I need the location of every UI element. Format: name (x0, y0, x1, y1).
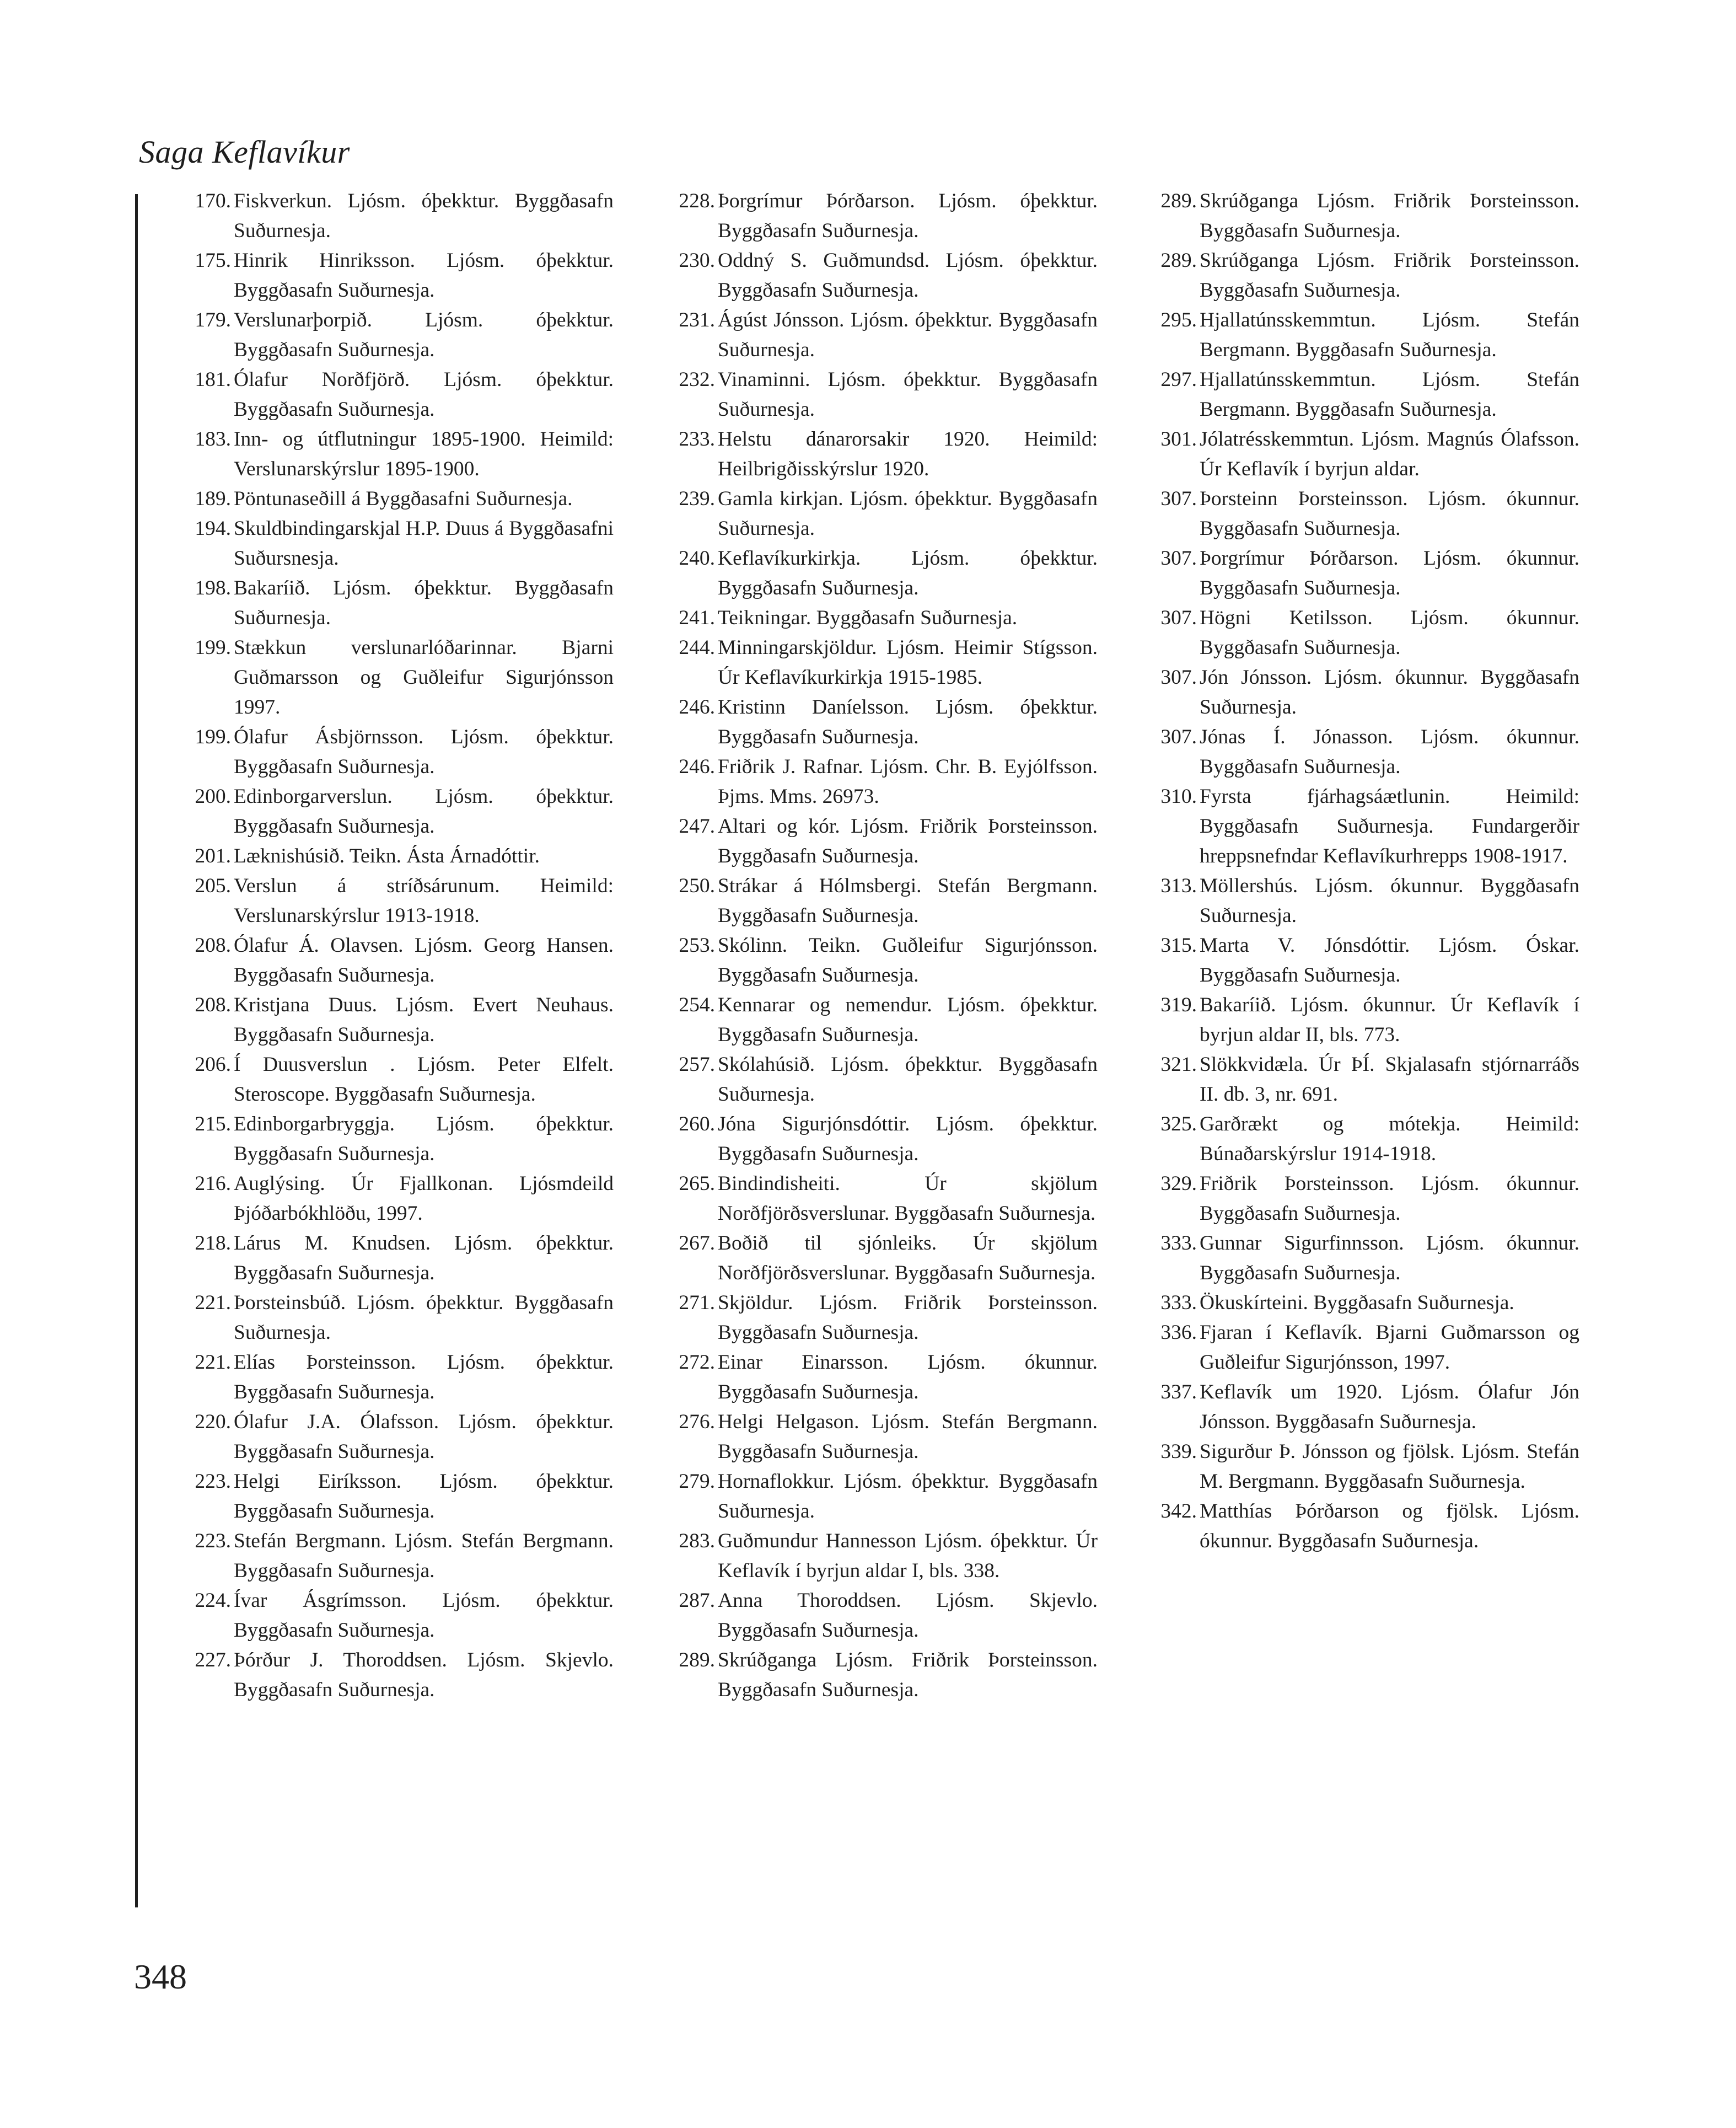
caption-text: Strákar á Hólmsbergi. Stefán Bergmann. Byggðasafn Suðurnesja. (718, 875, 1098, 927)
caption-text: Edinborgarverslun. Ljósm. óþekktur. Byggðasafn Suðurnesja. (234, 785, 614, 838)
caption-text: Anna Thoroddsen. Ljósm. Skjevlo. Byggðasafn Suðurnesja. (718, 1589, 1098, 1642)
caption-page-number: 253. (679, 934, 715, 957)
caption-entry (1149, 1497, 1579, 1556)
caption-entry (668, 1407, 1098, 1467)
caption-text: Fyrsta fjárhagsáætlunin. Heimild: Byggðasafn Suðurnesja. Fundargerðir hreppsnefndar Keflavíkurhrepps 1908-1917. (1200, 785, 1579, 867)
caption-text: Stækkun verslunarlóðarinnar. Bjarni Guðmarsson og Guðleifur Sigurjónsson 1997. (234, 636, 614, 719)
caption-page-number: 223. (195, 1530, 231, 1552)
caption-entry (1149, 782, 1579, 871)
caption-page-number: 289. (1160, 249, 1197, 272)
caption-page-number: 241. (679, 607, 715, 629)
caption-entry (668, 186, 1098, 246)
caption-entry (668, 1467, 1098, 1526)
caption-text: Verslun á stríðsárunum. Heimild: Verslunarskýrslur 1913-1918. (234, 875, 614, 927)
caption-entry (668, 812, 1098, 871)
caption-entry (668, 1169, 1098, 1229)
caption-text: Skrúðganga Ljósm. Friðrik Þorsteinsson. Byggðasafn Suðurnesja. (1200, 249, 1579, 302)
caption-page-number: 223. (195, 1470, 231, 1493)
caption-text: Hinrik Hinriksson. Ljósm. óþekktur. Byggðasafn Suðurnesja. (234, 249, 614, 302)
caption-page-number: 297. (1160, 368, 1197, 391)
caption-entry (1149, 871, 1579, 931)
caption-text: Ívar Ásgrímsson. Ljósm. óþekktur. Byggðasafn Suðurnesja. (234, 1589, 614, 1642)
caption-column-1 (184, 186, 614, 1705)
caption-text: Helgi Eiríksson. Ljósm. óþekktur. Byggðasafn Suðurnesja. (234, 1470, 614, 1523)
caption-text: Ólafur Á. Olavsen. Ljósm. Georg Hansen. Byggðasafn Suðurnesja. (234, 934, 614, 987)
caption-text: Oddný S. Guðmundsd. Ljósm. óþekktur. Byggðasafn Suðurnesja. (718, 249, 1098, 302)
caption-entry (184, 246, 614, 305)
caption-entry (1149, 1050, 1579, 1109)
caption-page-number: 218. (195, 1232, 231, 1255)
caption-entry (184, 514, 614, 573)
caption-entry (184, 305, 614, 365)
caption-entry (1149, 663, 1579, 722)
caption-page-number: 307. (1160, 666, 1197, 689)
caption-page-number: 310. (1160, 785, 1197, 808)
caption-page-number: 333. (1160, 1232, 1197, 1255)
caption-entry (668, 1288, 1098, 1348)
caption-text: Ökuskírteini. Byggðasafn Suðurnesja. (1200, 1291, 1514, 1314)
caption-text: Ólafur J.A. Ólafsson. Ljósm. óþekktur. Byggðasafn Suðurnesja. (234, 1411, 614, 1463)
caption-entry (184, 990, 614, 1050)
caption-entry (184, 1109, 614, 1169)
caption-entry (1149, 1109, 1579, 1169)
caption-entry (1149, 722, 1579, 782)
caption-text: Skrúðganga Ljósm. Friðrik Þorsteinsson. Byggðasafn Suðurnesja. (1200, 190, 1579, 242)
caption-entry (1149, 365, 1579, 425)
caption-page-number: 257. (679, 1053, 715, 1076)
caption-entry (184, 1467, 614, 1526)
caption-text: Garðrækt og mótekja. Heimild: Búnaðarskýrslur 1914-1918. (1200, 1113, 1579, 1165)
caption-page-number: 319. (1160, 994, 1197, 1016)
caption-text: Læknishúsið. Teikn. Ásta Árnadóttir. (234, 845, 540, 867)
caption-page-number: 205. (195, 875, 231, 897)
caption-page-number: 170. (195, 190, 231, 212)
caption-page-number: 200. (195, 785, 231, 808)
caption-page-number: 194. (195, 517, 231, 540)
caption-page-number: 342. (1160, 1500, 1197, 1523)
caption-page-number: 244. (679, 636, 715, 659)
caption-entry (1149, 186, 1579, 246)
caption-page-number: 301. (1160, 428, 1197, 451)
caption-entry (1149, 1169, 1579, 1229)
caption-entry (668, 1586, 1098, 1645)
caption-page-number: 246. (679, 755, 715, 778)
caption-page-number: 289. (1160, 190, 1197, 212)
caption-column-2 (668, 186, 1098, 1705)
caption-page-number: 339. (1160, 1440, 1197, 1463)
caption-page-number: 315. (1160, 934, 1197, 957)
caption-text: Högni Ketilsson. Ljósm. ókunnur. Byggðasafn Suðurnesja. (1200, 607, 1579, 659)
caption-text: Hjallatúnsskemmtun. Ljósm. Stefán Bergmann. Byggðasafn Suðurnesja. (1200, 309, 1579, 361)
caption-page-number: 224. (195, 1589, 231, 1612)
caption-page-number: 240. (679, 547, 715, 570)
caption-entry (668, 1050, 1098, 1109)
caption-entry (1149, 484, 1579, 544)
caption-page-number: 271. (679, 1291, 715, 1314)
caption-page-number: 307. (1160, 607, 1197, 629)
caption-entry (184, 1586, 614, 1645)
caption-text: Fjaran í Keflavík. Bjarni Guðmarsson og Guðleifur Sigurjónsson, 1997. (1200, 1321, 1579, 1374)
caption-text: Þorsteinn Þorsteinsson. Ljósm. ókunnur. Byggðasafn Suðurnesja. (1200, 487, 1579, 540)
caption-page-number: 289. (679, 1649, 715, 1671)
caption-text: Kennarar og nemendur. Ljósm. óþekktur. Byggðasafn Suðurnesja. (718, 994, 1098, 1046)
caption-text: Jónas Í. Jónasson. Ljósm. ókunnur. Byggðasafn Suðurnesja. (1200, 726, 1579, 778)
caption-entry (1149, 246, 1579, 305)
caption-page-number: 198. (195, 577, 231, 599)
caption-page-number: 183. (195, 428, 231, 451)
caption-entry (668, 544, 1098, 603)
caption-entry (184, 1526, 614, 1586)
caption-page-number: 283. (679, 1530, 715, 1552)
caption-text: Sigurður Þ. Jónsson og fjölsk. Ljósm. Stefán M. Bergmann. Byggðasafn Suðurnesja. (1200, 1440, 1579, 1493)
caption-entry (1149, 425, 1579, 484)
caption-page-number: 247. (679, 815, 715, 838)
caption-page-number: 313. (1160, 875, 1197, 897)
caption-text: Þorsteinsbúð. Ljósm. óþekktur. Byggðasafn Suðurnesja. (234, 1291, 614, 1344)
caption-entry (668, 1645, 1098, 1705)
caption-page-number: 307. (1160, 487, 1197, 510)
caption-text: Bindindisheiti. Úr skjölum Norðfjörðsverslunar. Byggðasafn Suðurnesja. (718, 1172, 1098, 1225)
caption-page-number: 325. (1160, 1113, 1197, 1135)
caption-page-number: 189. (195, 487, 231, 510)
caption-entry (668, 365, 1098, 425)
caption-page-number: 287. (679, 1589, 715, 1612)
caption-page-number: 227. (195, 1649, 231, 1671)
caption-text: Í Duusverslun . Ljósm. Peter Elfelt. Steroscope. Byggðasafn Suðurnesja. (234, 1053, 614, 1106)
caption-page-number: 276. (679, 1411, 715, 1433)
caption-text: Matthías Þórðarson og fjölsk. Ljósm. ókunnur. Byggðasafn Suðurnesja. (1200, 1500, 1579, 1552)
caption-page-number: 230. (679, 249, 715, 272)
caption-entry (184, 573, 614, 633)
caption-text: Jón Jónsson. Ljósm. ókunnur. Byggðasafn Suðurnesja. (1200, 666, 1579, 719)
caption-text: Kristinn Daníelsson. Ljósm. óþekktur. Byggðasafn Suðurnesja. (718, 696, 1098, 748)
caption-column-3 (1149, 186, 1579, 1556)
caption-page-number: 250. (679, 875, 715, 897)
caption-text: Skólinn. Teikn. Guðleifur Sigurjónsson. Byggðasafn Suðurnesja. (718, 934, 1098, 987)
caption-entry (184, 871, 614, 931)
caption-text: Skólahúsið. Ljósm. óþekktur. Byggðasafn Suðurnesja. (718, 1053, 1098, 1106)
caption-page-number: 265. (679, 1172, 715, 1195)
caption-entry (668, 633, 1098, 693)
caption-text: Verslunarþorpið. Ljósm. óþekktur. Byggðasafn Suðurnesja. (234, 309, 614, 361)
caption-entry (668, 1109, 1098, 1169)
caption-entry (668, 305, 1098, 365)
caption-entry (184, 633, 614, 722)
caption-page-number: 232. (679, 368, 715, 391)
left-margin-rule (135, 194, 138, 1907)
caption-text: Hjallatúnsskemmtun. Ljósm. Stefán Bergmann. Byggðasafn Suðurnesja. (1200, 368, 1579, 421)
caption-text: Einar Einarsson. Ljósm. ókunnur. Byggðasafn Suðurnesja. (718, 1351, 1098, 1403)
caption-entry (668, 931, 1098, 990)
caption-entry (1149, 1318, 1579, 1377)
caption-entry (184, 841, 614, 871)
caption-text: Friðrik J. Rafnar. Ljósm. Chr. B. Eyjólfsson. Þjms. Mms. 26973. (718, 755, 1098, 808)
caption-page-number: 220. (195, 1411, 231, 1433)
caption-page-number: 199. (195, 636, 231, 659)
caption-text: Þorgrímur Þórðarson. Ljósm. ókunnur. Byggðasafn Suðurnesja. (1200, 547, 1579, 599)
caption-page-number: 307. (1160, 726, 1197, 748)
caption-entry (184, 1645, 614, 1705)
caption-page-number: 179. (195, 309, 231, 331)
caption-text: Altari og kór. Ljósm. Friðrik Þorsteinsson. Byggðasafn Suðurnesja. (718, 815, 1098, 867)
caption-text: Boðið til sjónleiks. Úr skjölum Norðfjörðsverslunar. Byggðasafn Suðurnesja. (718, 1232, 1098, 1284)
caption-page-number: 215. (195, 1113, 231, 1135)
caption-page-number: 307. (1160, 547, 1197, 570)
caption-entry (184, 782, 614, 841)
caption-entry (1149, 603, 1579, 663)
caption-page-number: 260. (679, 1113, 715, 1135)
caption-page-number: 254. (679, 994, 715, 1016)
caption-text: Ágúst Jónsson. Ljósm. óþekktur. Byggðasafn Suðurnesja. (718, 309, 1098, 361)
caption-text: Gamla kirkjan. Ljósm. óþekktur. Byggðasafn Suðurnesja. (718, 487, 1098, 540)
caption-text: Skjöldur. Ljósm. Friðrik Þorsteinsson. Byggðasafn Suðurnesja. (718, 1291, 1098, 1344)
caption-page-number: 231. (679, 309, 715, 331)
caption-page-number: 208. (195, 934, 231, 957)
caption-page-number: 221. (195, 1351, 231, 1374)
caption-entry (1149, 990, 1579, 1050)
caption-entry (1149, 1288, 1579, 1318)
caption-text: Jólatrésskemmtun. Ljósm. Magnús Ólafsson. Úr Keflavík í byrjun aldar. (1200, 428, 1579, 480)
caption-text: Minningarskjöldur. Ljósm. Heimir Stígsson. Úr Keflavíkurkirkja 1915-1985. (718, 636, 1098, 689)
caption-text: Þórður J. Thoroddsen. Ljósm. Skjevlo. Byggðasafn Suðurnesja. (234, 1649, 614, 1701)
running-head: Saga Keflavíkur (139, 134, 350, 170)
caption-entry (184, 186, 614, 246)
caption-page-number: 206. (195, 1053, 231, 1076)
caption-entry (184, 1348, 614, 1407)
caption-entry (184, 1169, 614, 1229)
caption-text: Jóna Sigurjónsdóttir. Ljósm. óþekktur. Byggðasafn Suðurnesja. (718, 1113, 1098, 1165)
caption-text: Stefán Bergmann. Ljósm. Stefán Bergmann. Byggðasafn Suðurnesja. (234, 1530, 614, 1582)
caption-entry (1149, 931, 1579, 990)
caption-text: Kristjana Duus. Ljósm. Evert Neuhaus. Byggðasafn Suðurnesja. (234, 994, 614, 1046)
caption-entry (668, 1229, 1098, 1288)
caption-entry (184, 1288, 614, 1348)
caption-entry (668, 1526, 1098, 1586)
caption-page-number: 295. (1160, 309, 1197, 331)
caption-text: Hornaflokkur. Ljósm. óþekktur. Byggðasafn Suðurnesja. (718, 1470, 1098, 1523)
caption-text: Vinaminni. Ljósm. óþekktur. Byggðasafn Suðurnesja. (718, 368, 1098, 421)
caption-text: Helgi Helgason. Ljósm. Stefán Bergmann. Byggðasafn Suðurnesja. (718, 1411, 1098, 1463)
caption-text: Teikningar. Byggðasafn Suðurnesja. (718, 607, 1018, 629)
caption-page-number: 233. (679, 428, 715, 451)
caption-text: Ólafur Norðfjörð. Ljósm. óþekktur. Byggðasafn Suðurnesja. (234, 368, 614, 421)
caption-page-number: 201. (195, 845, 231, 867)
caption-text: Möllershús. Ljósm. ókunnur. Byggðasafn Suðurnesja. (1200, 875, 1579, 927)
caption-page-number: 329. (1160, 1172, 1197, 1195)
caption-entry (184, 722, 614, 782)
caption-entry (1149, 1377, 1579, 1437)
caption-text: Elías Þorsteinsson. Ljósm. óþekktur. Byggðasafn Suðurnesja. (234, 1351, 614, 1403)
caption-entry (1149, 544, 1579, 603)
caption-text: Friðrik Þorsteinsson. Ljósm. ókunnur. Byggðasafn Suðurnesja. (1200, 1172, 1579, 1225)
caption-page-number: 181. (195, 368, 231, 391)
caption-entry (668, 1348, 1098, 1407)
caption-page-number: 175. (195, 249, 231, 272)
caption-entry (668, 871, 1098, 931)
caption-page-number: 228. (679, 190, 715, 212)
page-number: 348 (134, 1957, 187, 1996)
caption-page-number: 267. (679, 1232, 715, 1255)
caption-entry (668, 752, 1098, 812)
caption-page-number: 336. (1160, 1321, 1197, 1344)
caption-text: Bakaríið. Ljósm. óþekktur. Byggðasafn Suðurnesja. (234, 577, 614, 629)
caption-entry (184, 484, 614, 514)
caption-entry (668, 246, 1098, 305)
caption-text: Marta V. Jónsdóttir. Ljósm. Óskar. Byggðasafn Suðurnesja. (1200, 934, 1579, 987)
caption-entry (184, 365, 614, 425)
caption-text: Fiskverkun. Ljósm. óþekktur. Byggðasafn Suðurnesja. (234, 190, 614, 242)
caption-entry (184, 931, 614, 990)
caption-entry (668, 693, 1098, 752)
caption-entry (184, 425, 614, 484)
caption-text: Ólafur Ásbjörnsson. Ljósm. óþekktur. Byggðasafn Suðurnesja. (234, 726, 614, 778)
caption-page-number: 199. (195, 726, 231, 748)
caption-entry (668, 425, 1098, 484)
caption-text: Keflavík um 1920. Ljósm. Ólafur Jón Jónsson. Byggðasafn Suðurnesja. (1200, 1381, 1579, 1433)
caption-text: Slökkvidæla. Úr ÞÍ. Skjalasafn stjórnarráðs II. db. 3, nr. 691. (1200, 1053, 1579, 1106)
caption-page-number: 333. (1160, 1291, 1197, 1314)
caption-page-number: 239. (679, 487, 715, 510)
caption-page-number: 221. (195, 1291, 231, 1314)
caption-text: Bakaríið. Ljósm. ókunnur. Úr Keflavík í byrjun aldar II, bls. 773. (1200, 994, 1579, 1046)
caption-page-number: 321. (1160, 1053, 1197, 1076)
caption-text: Gunnar Sigurfinnsson. Ljósm. ókunnur. Byggðasafn Suðurnesja. (1200, 1232, 1579, 1284)
caption-entry (668, 484, 1098, 544)
caption-text: Skrúðganga Ljósm. Friðrik Þorsteinsson. Byggðasafn Suðurnesja. (718, 1649, 1098, 1701)
caption-entry (1149, 305, 1579, 365)
caption-entry (1149, 1229, 1579, 1288)
caption-text: Keflavíkurkirkja. Ljósm. óþekktur. Byggðasafn Suðurnesja. (718, 547, 1098, 599)
caption-text: Inn- og útflutningur 1895-1900. Heimild: Verslunarskýrslur 1895-1900. (234, 428, 614, 480)
caption-text: Þorgrímur Þórðarson. Ljósm. óþekktur. Byggðasafn Suðurnesja. (718, 190, 1098, 242)
caption-text: Pöntunaseðill á Byggðasafni Suðurnesja. (234, 487, 573, 510)
caption-page-number: 216. (195, 1172, 231, 1195)
caption-entry (1149, 1437, 1579, 1497)
caption-entry (184, 1229, 614, 1288)
caption-entry (668, 603, 1098, 633)
caption-entry (184, 1407, 614, 1467)
caption-page-number: 279. (679, 1470, 715, 1493)
caption-page-number: 272. (679, 1351, 715, 1374)
caption-entry (184, 1050, 614, 1109)
caption-entry (668, 990, 1098, 1050)
caption-text: Guðmundur Hannesson Ljósm. óþekktur. Úr Keflavík í byrjun aldar I, bls. 338. (718, 1530, 1098, 1582)
caption-page-number: 246. (679, 696, 715, 719)
caption-text: Helstu dánarorsakir 1920. Heimild: Heilbrigðisskýrslur 1920. (718, 428, 1098, 480)
caption-text: Lárus M. Knudsen. Ljósm. óþekktur. Byggðasafn Suðurnesja. (234, 1232, 614, 1284)
caption-page-number: 337. (1160, 1381, 1197, 1403)
caption-text: Auglýsing. Úr Fjallkonan. Ljósmdeild Þjóðarbókhlöðu, 1997. (234, 1172, 614, 1225)
caption-text: Skuldbindingarskjal H.P. Duus á Byggðasafni Suðursnesja. (234, 517, 614, 570)
caption-page-number: 208. (195, 994, 231, 1016)
caption-text: Edinborgarbryggja. Ljósm. óþekktur. Byggðasafn Suðurnesja. (234, 1113, 614, 1165)
